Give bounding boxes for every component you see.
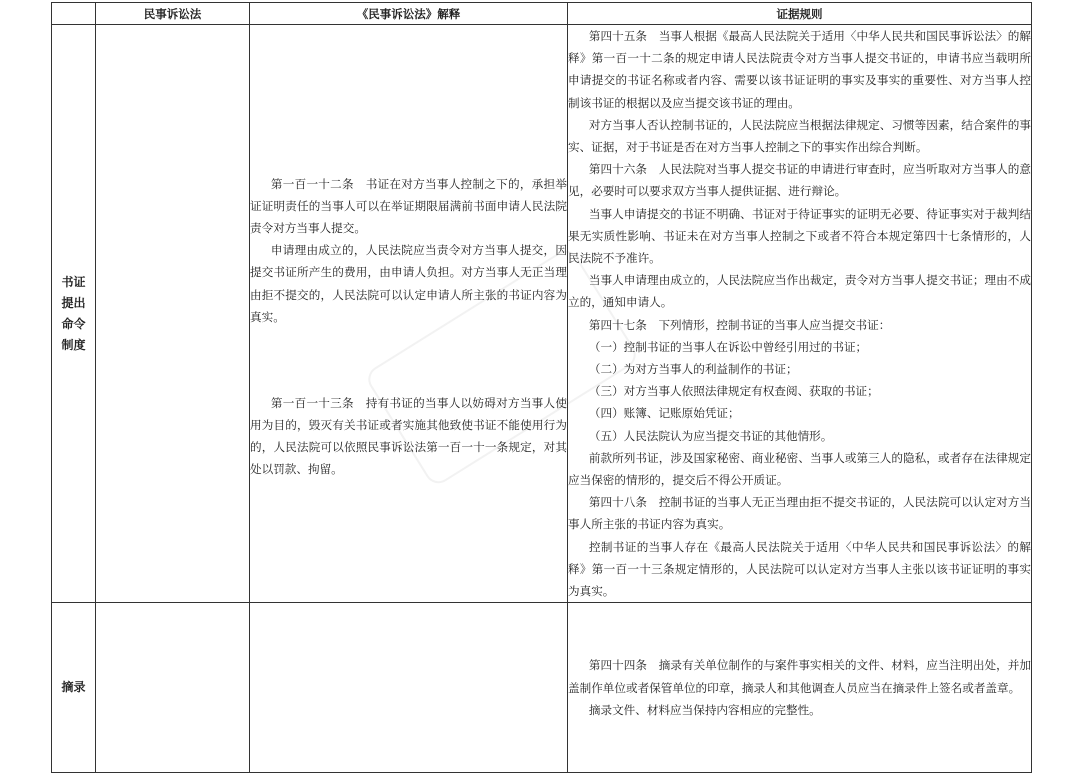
paragraph: 第四十八条 控制书证的当事人无正当理由拒不提交书证的，人民法院可以认定对方当事人所主张的书证内容为真实。	[568, 495, 1031, 532]
topic-line: 书证	[61, 274, 86, 289]
paragraph: 对方当事人否认控制书证的，人民法院应当根据法律规定、习惯等因素，结合案件的事实、证据，对于书证是否在对方当事人控制之下的事实作出综合判断。	[568, 117, 1031, 155]
topic-line: 摘录	[61, 680, 86, 695]
paragraph: 摘录文件、材料应当保持内容相应的完整性。	[588, 702, 821, 717]
header-row	[52, 3, 1032, 25]
evidence-rules-cell	[568, 25, 1032, 603]
paragraph: 第四十五条 当事人根据《最高人民法院关于适用〈中华人民共和国民事诉讼法〉的解释》第一百一十二条的规定申请人民法院责令对方当事人提交书证的，申请书应当载明所申请提交的书证名称或者内容、需要以该书证证明的事实及事实的重要性、对方当事人控制该书证的根据以及应当提交该书证的理由。	[568, 29, 1031, 110]
header-topic	[52, 3, 96, 25]
article-112	[250, 173, 567, 328]
interpretation-cell	[250, 25, 568, 603]
law-comparison-table	[51, 2, 1032, 773]
list-item: （五）人民法院认为应当提交书证的其他情形。	[588, 428, 833, 443]
list-item: （二）为对方当事人的利益制作的书证；	[588, 362, 798, 377]
paragraph: 当事人申请提交的书证不明确、书证对于待证事实的证明无必要、待证事实对于裁判结果无实质性影响、书证未在对方当事人控制之下或者不符合本规定第四十七条情形的，人民法院不予准许。	[568, 206, 1031, 266]
paragraph: 第四十六条 人民法院对当事人提交书证的申请进行审查时，应当听取对方当事人的意见，必要时可以要求双方当事人提供证据、进行辩论。	[568, 162, 1031, 199]
list-item: （三）对方当事人依照法律规定有权查阅、获取的书证；	[588, 384, 879, 399]
header-evidence-rules: 证据规则	[568, 3, 1032, 25]
article-113	[250, 392, 567, 481]
list-item: （一）控制书证的当事人在诉讼中曾经引用过的书证；	[588, 339, 868, 354]
paragraph: 第四十七条 下列情形，控制书证的当事人应当提交书证：	[588, 317, 891, 332]
paragraph: 前款所列书证，涉及国家秘密、商业秘密、当事人或第三人的隐私，或者存在法律规定应当保密的情形的，提交后不得公开质证。	[568, 450, 1031, 488]
civil-procedure-law-cell	[96, 603, 250, 773]
paragraph: 第四十四条 摘录有关单位制作的与案件事实相关的文件、材料，应当注明出处，并加盖制作单位或者保管单位的印章，摘录人和其他调查人员应当在摘录件上签名或者盖章。	[568, 658, 1031, 695]
interpretation-cell	[250, 603, 568, 773]
topic-line: 制度	[61, 337, 86, 352]
evidence-rules-cell	[568, 603, 1032, 773]
row-topic	[52, 603, 96, 773]
header-civil-procedure-law: 民事诉讼法	[96, 3, 250, 25]
civil-procedure-law-cell	[96, 25, 250, 603]
header-interpretation: 《民事诉讼法》解释	[250, 3, 568, 25]
topic-line: 命令	[61, 316, 86, 331]
topic-line: 提出	[61, 295, 86, 310]
paragraph: 第一百一十三条 持有书证的当事人以妨碍对方当事人使用为目的，毁灭有关书证或者实施其他致使书证不能使用行为的，人民法院可以依照民事诉讼法第一百一十一条规定，对其处以罚款、拘留。	[250, 395, 567, 477]
list-item: （四）账簿、记账原始凭证；	[588, 406, 740, 421]
paragraph: 控制书证的当事人存在《最高人民法院关于适用〈中华人民共和国民事诉讼法〉的解释》第一百一十三条规定情形的，人民法院可以认定对方当事人主张以该书证证明的事实为真实。	[568, 539, 1031, 599]
paragraph: 第一百一十二条 书证在对方当事人控制之下的，承担举证证明责任的当事人可以在举证期限届满前书面申请人民法院责令对方当事人提交。	[250, 176, 567, 236]
paragraph: 申请理由成立的，人民法院应当责令对方当事人提交，因提交书证所产生的费用，由申请人负担。对方当事人无正当理由拒不提交的，人民法院可以认定申请人所主张的书证内容为真实。	[250, 243, 567, 324]
table-row-excerpt	[52, 603, 1032, 773]
row-topic	[52, 25, 96, 603]
paragraph: 当事人申请理由成立的，人民法院应当作出裁定，责令对方当事人提交书证；理由不成立的，通知申请人。	[568, 273, 1031, 310]
table-row-documentary-evidence	[52, 25, 1032, 603]
